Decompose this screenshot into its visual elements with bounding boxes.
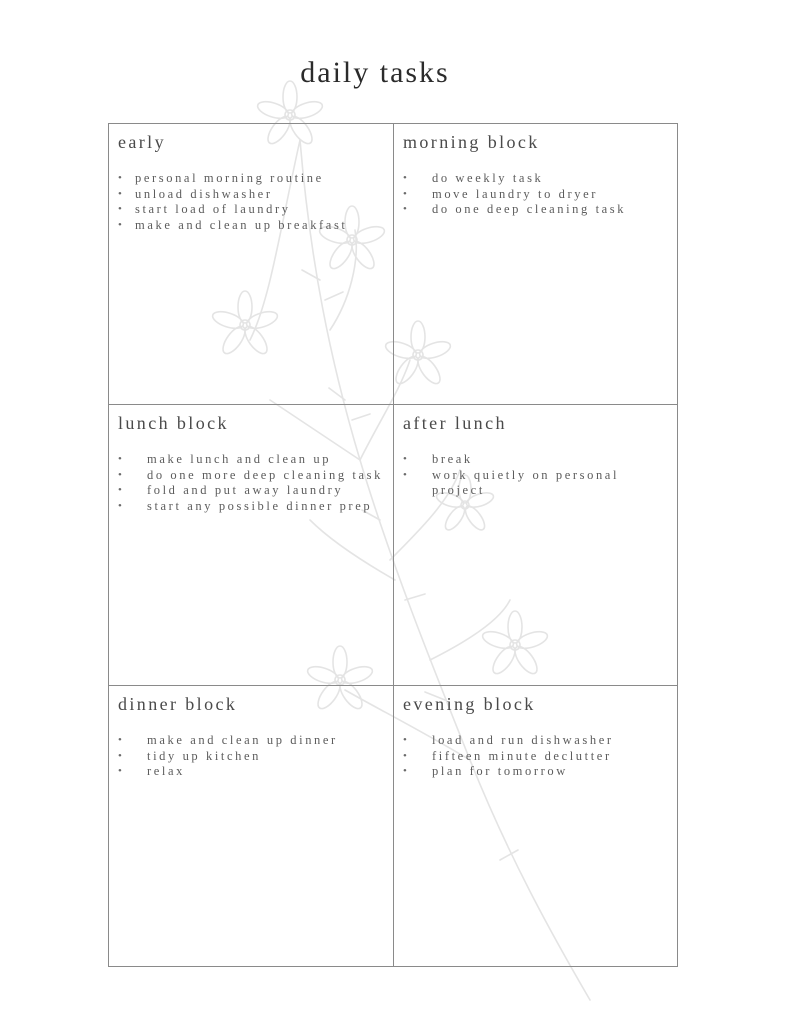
bullet-icon: • [118, 218, 125, 231]
task-list [403, 452, 670, 499]
task-item: • unload dishwasher [118, 186, 273, 201]
block-morning [394, 124, 678, 405]
bullet-icon: • [118, 499, 125, 512]
page-title: daily tasks [300, 56, 450, 89]
bullet-icon: • [118, 203, 125, 216]
bullet-icon: • [403, 765, 410, 778]
task-item: • load and run dishwasher [403, 733, 614, 747]
bullet-icon: • [118, 172, 125, 184]
bullet-icon: • [403, 749, 410, 762]
task-item: • do weekly task [403, 171, 544, 185]
task-item: • make and clean up dinner [118, 733, 338, 747]
block-after-lunch [394, 405, 678, 686]
task-item: • fold and put away laundry [118, 483, 344, 498]
task-item: • make lunch and clean up [118, 452, 332, 466]
task-item: • start any possible dinner prep [118, 498, 373, 513]
task-item: • work quietly on personal project [403, 467, 620, 498]
task-item: • do one more deep cleaning task [118, 467, 383, 482]
block-heading: dinner block [118, 694, 238, 714]
bullet-icon: • [118, 187, 125, 200]
task-item: • plan for tomorrow [403, 764, 568, 779]
block-heading: early [118, 132, 166, 152]
bullet-icon: • [118, 734, 125, 746]
bullet-icon: • [403, 172, 410, 184]
bullet-icon: • [403, 453, 410, 465]
block-heading: after lunch [403, 413, 507, 433]
block-heading: lunch block [118, 413, 229, 433]
task-list [118, 452, 385, 514]
task-item: • make and clean up breakfast [118, 217, 348, 232]
bullet-icon: • [403, 734, 410, 746]
task-list [403, 733, 670, 780]
bullet-icon: • [118, 468, 125, 481]
task-item: • do one deep cleaning task [403, 202, 627, 217]
block-early [109, 124, 394, 405]
block-evening [394, 686, 678, 966]
task-item: • fifteen minute declutter [403, 748, 612, 763]
task-item: • relax [118, 764, 185, 779]
task-item: • personal morning routine [118, 171, 324, 185]
bullet-icon: • [118, 453, 125, 465]
bullet-icon: • [118, 765, 125, 778]
task-item: • break [403, 452, 473, 466]
bullet-icon: • [403, 468, 410, 481]
block-heading: evening block [403, 694, 536, 714]
block-dinner [109, 686, 394, 966]
task-item: • move laundry to dryer [403, 186, 599, 201]
bullet-icon: • [403, 187, 410, 200]
task-list [403, 171, 670, 218]
bullet-icon: • [403, 203, 410, 216]
task-item: • tidy up kitchen [118, 748, 261, 763]
task-grid [108, 123, 678, 967]
block-heading: morning block [403, 132, 540, 152]
block-lunch [109, 405, 394, 686]
bullet-icon: • [118, 749, 125, 762]
bullet-icon: • [118, 484, 125, 497]
task-list [118, 733, 385, 780]
task-item: • start load of laundry [118, 202, 291, 217]
task-list [118, 171, 385, 233]
